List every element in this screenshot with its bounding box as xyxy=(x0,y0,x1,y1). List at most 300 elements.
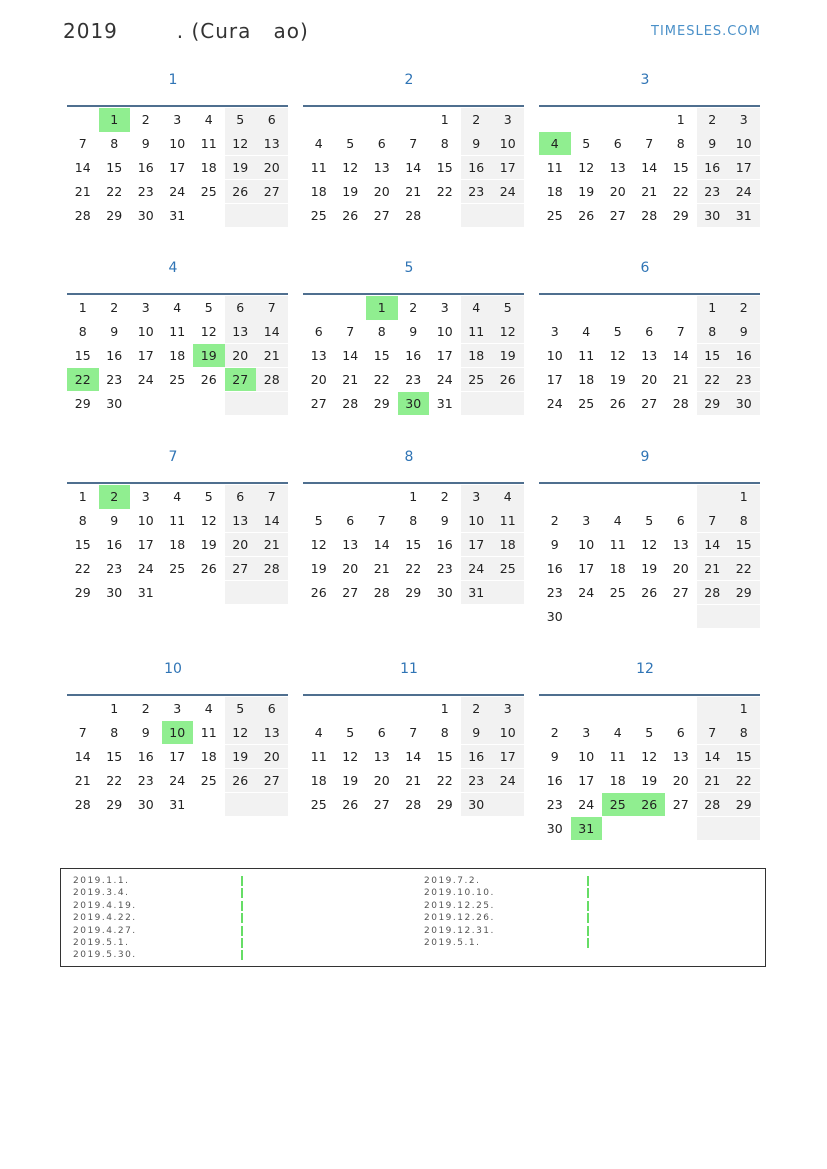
day-cell: 17 xyxy=(137,347,154,363)
holiday-list-right xyxy=(424,875,495,949)
day-cell: 3 xyxy=(440,300,449,315)
weekend-empty-cell xyxy=(256,204,288,228)
day-cell: 3 xyxy=(582,724,591,740)
day-cell: 10 xyxy=(436,323,453,339)
day-cell: 19 xyxy=(225,745,257,769)
day-cell: 2 xyxy=(461,108,493,132)
holiday-marker xyxy=(587,926,589,936)
day-cell: 8 xyxy=(728,509,760,533)
weekend-empty-cell xyxy=(225,581,257,605)
weekend-empty-cell xyxy=(697,485,729,509)
holiday-marker xyxy=(241,913,243,923)
day-cell: 19 xyxy=(578,183,595,199)
day-cell: 11 xyxy=(169,512,186,528)
day-cell: 2 xyxy=(141,701,150,716)
day-cell: 13 xyxy=(672,748,689,764)
day-cell: 24 xyxy=(492,180,524,204)
day-cell: 18 xyxy=(200,748,217,764)
day-cell: 26 xyxy=(225,180,257,204)
day-cell: 4 xyxy=(173,489,182,504)
day-cell: 5 xyxy=(645,724,654,740)
day-cell: 10 xyxy=(461,509,493,533)
day-cell: 12 xyxy=(492,320,524,344)
month-divider xyxy=(303,482,524,484)
weekend-empty-cell xyxy=(492,204,524,228)
day-cell: 21 xyxy=(641,183,658,199)
day-cell: 17 xyxy=(492,156,524,180)
day-cell: 8 xyxy=(697,320,729,344)
day-cell: 5 xyxy=(346,724,355,740)
day-cell: 31 xyxy=(169,796,186,812)
weekend-empty-cell xyxy=(256,581,288,605)
month-title: 4 xyxy=(168,260,178,276)
day-cell: 11 xyxy=(461,320,493,344)
holiday-day-cell: 31 xyxy=(571,817,603,841)
day-cell: 18 xyxy=(578,371,595,387)
day-cell: 2 xyxy=(440,489,449,504)
day-cell: 28 xyxy=(405,796,422,812)
day-cell: 13 xyxy=(256,132,288,156)
holiday-date: 2019.3.4. xyxy=(73,888,130,899)
day-cell: 25 xyxy=(200,772,217,788)
month-title: 7 xyxy=(168,449,178,465)
day-cell: 5 xyxy=(225,697,257,721)
day-cell: 4 xyxy=(461,296,493,320)
day-cell: 27 xyxy=(256,769,288,793)
day-cell: 19 xyxy=(492,344,524,368)
day-cell: 13 xyxy=(256,721,288,745)
day-cell: 1 xyxy=(676,112,685,127)
day-cell: 17 xyxy=(137,536,154,552)
day-cell: 4 xyxy=(582,323,591,339)
day-cell: 25 xyxy=(492,557,524,581)
brand-logo[interactable]: TIMESLES.COM xyxy=(651,24,761,39)
day-cell: 12 xyxy=(342,159,359,175)
weekend-empty-cell xyxy=(461,204,493,228)
holiday-day-cell: 2 xyxy=(99,485,131,509)
month-divider xyxy=(67,293,288,295)
month-divider xyxy=(67,694,288,696)
day-cell: 14 xyxy=(256,320,288,344)
day-cell: 23 xyxy=(436,560,453,576)
day-cell: 9 xyxy=(141,724,150,740)
day-cell: 5 xyxy=(204,300,213,315)
day-cell: 24 xyxy=(578,796,595,812)
day-cell: 7 xyxy=(697,721,729,745)
day-cell: 16 xyxy=(405,347,422,363)
day-cell: 7 xyxy=(645,135,654,151)
holiday-day-cell: 10 xyxy=(162,721,194,745)
day-cell: 18 xyxy=(310,772,327,788)
day-cell: 19 xyxy=(641,560,658,576)
day-cell: 3 xyxy=(173,701,182,716)
holiday-marker xyxy=(587,888,589,898)
day-cell: 16 xyxy=(106,536,123,552)
day-cell: 17 xyxy=(492,745,524,769)
day-cell: 24 xyxy=(461,557,493,581)
day-cell: 4 xyxy=(204,701,213,716)
day-cell: 12 xyxy=(225,721,257,745)
day-cell: 24 xyxy=(436,371,453,387)
holiday-day-cell: 30 xyxy=(398,392,430,416)
day-cell: 4 xyxy=(314,135,323,151)
day-cell: 3 xyxy=(141,489,150,504)
day-cell: 3 xyxy=(461,485,493,509)
day-cell: 13 xyxy=(672,536,689,552)
day-cell: 21 xyxy=(697,769,729,793)
day-cell: 8 xyxy=(78,512,87,528)
day-cell: 27 xyxy=(609,207,626,223)
day-cell: 13 xyxy=(609,159,626,175)
day-cell: 10 xyxy=(546,347,563,363)
day-cell: 26 xyxy=(342,207,359,223)
day-cell: 13 xyxy=(641,347,658,363)
day-cell: 19 xyxy=(200,536,217,552)
weekend-empty-cell xyxy=(697,605,729,629)
month-title: 9 xyxy=(640,449,650,465)
day-cell: 16 xyxy=(436,536,453,552)
day-cell: 17 xyxy=(169,748,186,764)
day-cell: 27 xyxy=(373,207,390,223)
day-cell: 2 xyxy=(550,724,559,740)
day-cell: 3 xyxy=(492,108,524,132)
day-cell: 22 xyxy=(436,183,453,199)
holiday-date: 2019.7.2. xyxy=(424,876,481,886)
holiday-date: 2019.10.10. xyxy=(424,888,495,899)
day-cell: 28 xyxy=(342,395,359,411)
day-cell: 25 xyxy=(546,207,563,223)
day-cell: 7 xyxy=(676,323,685,339)
day-cell: 3 xyxy=(492,697,524,721)
day-cell: 6 xyxy=(256,697,288,721)
day-cell: 9 xyxy=(409,323,418,339)
day-cell: 13 xyxy=(310,347,327,363)
day-cell: 28 xyxy=(697,793,729,817)
day-cell: 6 xyxy=(346,512,355,528)
day-cell: 19 xyxy=(641,772,658,788)
day-cell: 4 xyxy=(204,112,213,127)
weekend-empty-cell xyxy=(225,204,257,228)
month-divider xyxy=(539,293,760,295)
day-cell: 3 xyxy=(173,112,182,127)
day-cell: 23 xyxy=(546,584,563,600)
day-cell: 13 xyxy=(225,320,257,344)
holiday-day-cell: 26 xyxy=(634,793,666,817)
day-cell: 4 xyxy=(613,512,622,528)
day-cell: 6 xyxy=(676,512,685,528)
holiday-date: 2019.5.1. xyxy=(424,937,481,948)
day-cell: 16 xyxy=(137,159,154,175)
day-cell: 25 xyxy=(609,584,626,600)
day-cell: 1 xyxy=(697,296,729,320)
day-cell: 29 xyxy=(728,581,760,605)
day-cell: 6 xyxy=(377,135,386,151)
day-cell: 11 xyxy=(169,323,186,339)
day-cell: 15 xyxy=(405,536,422,552)
day-cell: 20 xyxy=(672,560,689,576)
weekend-empty-cell xyxy=(728,605,760,629)
day-cell: 19 xyxy=(310,560,327,576)
day-cell: 14 xyxy=(74,159,91,175)
day-cell: 5 xyxy=(225,108,257,132)
day-cell: 23 xyxy=(137,183,154,199)
day-cell: 12 xyxy=(578,159,595,175)
day-cell: 15 xyxy=(436,159,453,175)
day-cell: 17 xyxy=(546,371,563,387)
day-cell: 6 xyxy=(256,108,288,132)
day-cell: 23 xyxy=(728,368,760,392)
day-cell: 22 xyxy=(728,557,760,581)
day-cell: 22 xyxy=(436,772,453,788)
day-cell: 24 xyxy=(578,584,595,600)
day-cell: 6 xyxy=(613,135,622,151)
day-cell: 2 xyxy=(728,296,760,320)
day-cell: 7 xyxy=(78,724,87,740)
day-cell: 21 xyxy=(256,533,288,557)
day-cell: 20 xyxy=(641,371,658,387)
day-cell: 20 xyxy=(609,183,626,199)
month-divider xyxy=(67,105,288,107)
day-cell: 19 xyxy=(609,371,626,387)
day-cell: 29 xyxy=(106,207,123,223)
day-cell: 8 xyxy=(409,512,418,528)
holiday-day-cell: 1 xyxy=(366,296,398,320)
day-cell: 7 xyxy=(256,485,288,509)
day-cell: 9 xyxy=(141,135,150,151)
holiday-date: 2019.12.25. xyxy=(424,900,495,911)
day-cell: 30 xyxy=(106,584,123,600)
day-cell: 26 xyxy=(200,371,217,387)
month-title: 2 xyxy=(404,72,414,88)
holiday-date: 2019.12.26. xyxy=(424,913,495,924)
day-cell: 11 xyxy=(200,135,217,151)
day-cell: 6 xyxy=(676,724,685,740)
day-cell: 23 xyxy=(106,371,123,387)
day-cell: 27 xyxy=(672,584,689,600)
day-cell: 1 xyxy=(440,112,449,127)
day-cell: 30 xyxy=(697,204,729,228)
day-cell: 10 xyxy=(492,721,524,745)
day-cell: 22 xyxy=(405,560,422,576)
day-cell: 23 xyxy=(106,560,123,576)
day-cell: 26 xyxy=(578,207,595,223)
day-cell: 29 xyxy=(672,207,689,223)
holiday-day-cell: 22 xyxy=(67,368,99,392)
day-cell: 11 xyxy=(578,347,595,363)
day-cell: 8 xyxy=(110,724,119,740)
holiday-marker xyxy=(241,950,243,960)
day-cell: 28 xyxy=(697,581,729,605)
day-cell: 18 xyxy=(200,159,217,175)
day-cell: 6 xyxy=(314,323,323,339)
holiday-marker xyxy=(587,876,589,886)
day-cell: 31 xyxy=(137,584,154,600)
day-cell: 14 xyxy=(405,159,422,175)
day-cell: 11 xyxy=(310,159,327,175)
day-cell: 30 xyxy=(137,207,154,223)
day-cell: 16 xyxy=(137,748,154,764)
holiday-marker xyxy=(241,888,243,898)
day-cell: 27 xyxy=(672,796,689,812)
day-cell: 7 xyxy=(377,512,386,528)
day-cell: 5 xyxy=(204,489,213,504)
day-cell: 3 xyxy=(582,512,591,528)
day-cell: 21 xyxy=(405,772,422,788)
day-cell: 16 xyxy=(697,156,729,180)
day-cell: 15 xyxy=(697,344,729,368)
day-cell: 12 xyxy=(641,748,658,764)
day-cell: 5 xyxy=(314,512,323,528)
day-cell: 28 xyxy=(641,207,658,223)
day-cell: 30 xyxy=(106,395,123,411)
day-cell: 9 xyxy=(440,512,449,528)
month-divider xyxy=(539,694,760,696)
day-cell: 5 xyxy=(582,135,591,151)
day-cell: 24 xyxy=(492,769,524,793)
day-cell: 30 xyxy=(436,584,453,600)
day-cell: 30 xyxy=(461,793,493,817)
day-cell: 10 xyxy=(492,132,524,156)
day-cell: 14 xyxy=(256,509,288,533)
day-cell: 14 xyxy=(74,748,91,764)
weekend-empty-cell xyxy=(461,392,493,416)
day-cell: 17 xyxy=(578,560,595,576)
day-cell: 23 xyxy=(697,180,729,204)
month-title: 6 xyxy=(640,260,650,276)
day-cell: 31 xyxy=(728,204,760,228)
weekend-empty-cell xyxy=(256,793,288,817)
day-cell: 7 xyxy=(346,323,355,339)
day-cell: 30 xyxy=(546,820,563,836)
day-cell: 14 xyxy=(641,159,658,175)
day-cell: 21 xyxy=(373,560,390,576)
day-cell: 29 xyxy=(106,796,123,812)
day-cell: 7 xyxy=(256,296,288,320)
day-cell: 27 xyxy=(342,584,359,600)
day-cell: 15 xyxy=(74,347,91,363)
holiday-date: 2019.12.31. xyxy=(424,925,495,936)
day-cell: 2 xyxy=(550,512,559,528)
day-cell: 13 xyxy=(373,748,390,764)
day-cell: 5 xyxy=(645,512,654,528)
month-title: 10 xyxy=(164,661,182,677)
month-title: 8 xyxy=(404,449,414,465)
day-cell: 21 xyxy=(256,344,288,368)
day-cell: 27 xyxy=(641,395,658,411)
day-cell: 15 xyxy=(106,159,123,175)
day-cell: 20 xyxy=(225,533,257,557)
day-cell: 2 xyxy=(697,108,729,132)
day-cell: 11 xyxy=(609,536,626,552)
day-cell: 29 xyxy=(436,796,453,812)
holiday-day-cell: 27 xyxy=(225,368,257,392)
day-cell: 15 xyxy=(728,745,760,769)
day-cell: 21 xyxy=(672,371,689,387)
day-cell: 28 xyxy=(672,395,689,411)
day-cell: 28 xyxy=(256,368,288,392)
holiday-day-cell: 1 xyxy=(99,108,131,132)
day-cell: 14 xyxy=(405,748,422,764)
month-divider xyxy=(539,105,760,107)
weekend-empty-cell xyxy=(225,793,257,817)
day-cell: 15 xyxy=(436,748,453,764)
day-cell: 12 xyxy=(200,323,217,339)
day-cell: 23 xyxy=(461,769,493,793)
holiday-marker xyxy=(241,938,243,948)
day-cell: 28 xyxy=(405,207,422,223)
day-cell: 6 xyxy=(225,296,257,320)
day-cell: 27 xyxy=(310,395,327,411)
day-cell: 2 xyxy=(409,300,418,315)
day-cell: 31 xyxy=(169,207,186,223)
day-cell: 17 xyxy=(169,159,186,175)
month-divider xyxy=(539,482,760,484)
month-divider xyxy=(303,293,524,295)
day-cell: 5 xyxy=(346,135,355,151)
day-cell: 11 xyxy=(492,509,524,533)
month-title: 12 xyxy=(636,661,654,677)
day-cell: 16 xyxy=(106,347,123,363)
day-cell: 27 xyxy=(373,796,390,812)
weekend-empty-cell xyxy=(492,581,524,605)
day-cell: 29 xyxy=(373,395,390,411)
day-cell: 1 xyxy=(728,485,760,509)
holiday-date: 2019.4.27. xyxy=(73,925,137,936)
day-cell: 23 xyxy=(546,796,563,812)
day-cell: 18 xyxy=(492,533,524,557)
day-cell: 22 xyxy=(74,560,91,576)
holiday-date: 2019.5.30. xyxy=(73,950,137,961)
holiday-date: 2019.4.19. xyxy=(73,900,137,911)
day-cell: 6 xyxy=(645,323,654,339)
day-cell: 18 xyxy=(609,772,626,788)
day-cell: 26 xyxy=(609,395,626,411)
day-cell: 25 xyxy=(169,371,186,387)
holiday-date: 2019.5.1. xyxy=(73,937,130,948)
day-cell: 19 xyxy=(225,156,257,180)
day-cell: 17 xyxy=(728,156,760,180)
day-cell: 10 xyxy=(169,135,186,151)
day-cell: 13 xyxy=(225,509,257,533)
day-cell: 1 xyxy=(728,697,760,721)
day-cell: 27 xyxy=(225,557,257,581)
day-cell: 29 xyxy=(405,584,422,600)
day-cell: 26 xyxy=(492,368,524,392)
month-title: 11 xyxy=(400,661,418,677)
day-cell: 24 xyxy=(546,395,563,411)
day-cell: 27 xyxy=(256,180,288,204)
holiday-date: 2019.4.22. xyxy=(73,913,137,924)
day-cell: 1 xyxy=(409,489,418,504)
day-cell: 16 xyxy=(546,772,563,788)
holiday-marker xyxy=(241,876,243,886)
holiday-marker xyxy=(587,938,589,948)
day-cell: 29 xyxy=(697,392,729,416)
day-cell: 21 xyxy=(405,183,422,199)
day-cell: 22 xyxy=(728,769,760,793)
day-cell: 29 xyxy=(74,584,91,600)
day-cell: 4 xyxy=(173,300,182,315)
day-cell: 17 xyxy=(461,533,493,557)
day-cell: 9 xyxy=(697,132,729,156)
day-cell: 3 xyxy=(141,300,150,315)
day-cell: 16 xyxy=(461,156,493,180)
day-cell: 14 xyxy=(672,347,689,363)
day-cell: 9 xyxy=(728,320,760,344)
day-cell: 9 xyxy=(110,512,119,528)
day-cell: 22 xyxy=(106,183,123,199)
day-cell: 17 xyxy=(436,347,453,363)
